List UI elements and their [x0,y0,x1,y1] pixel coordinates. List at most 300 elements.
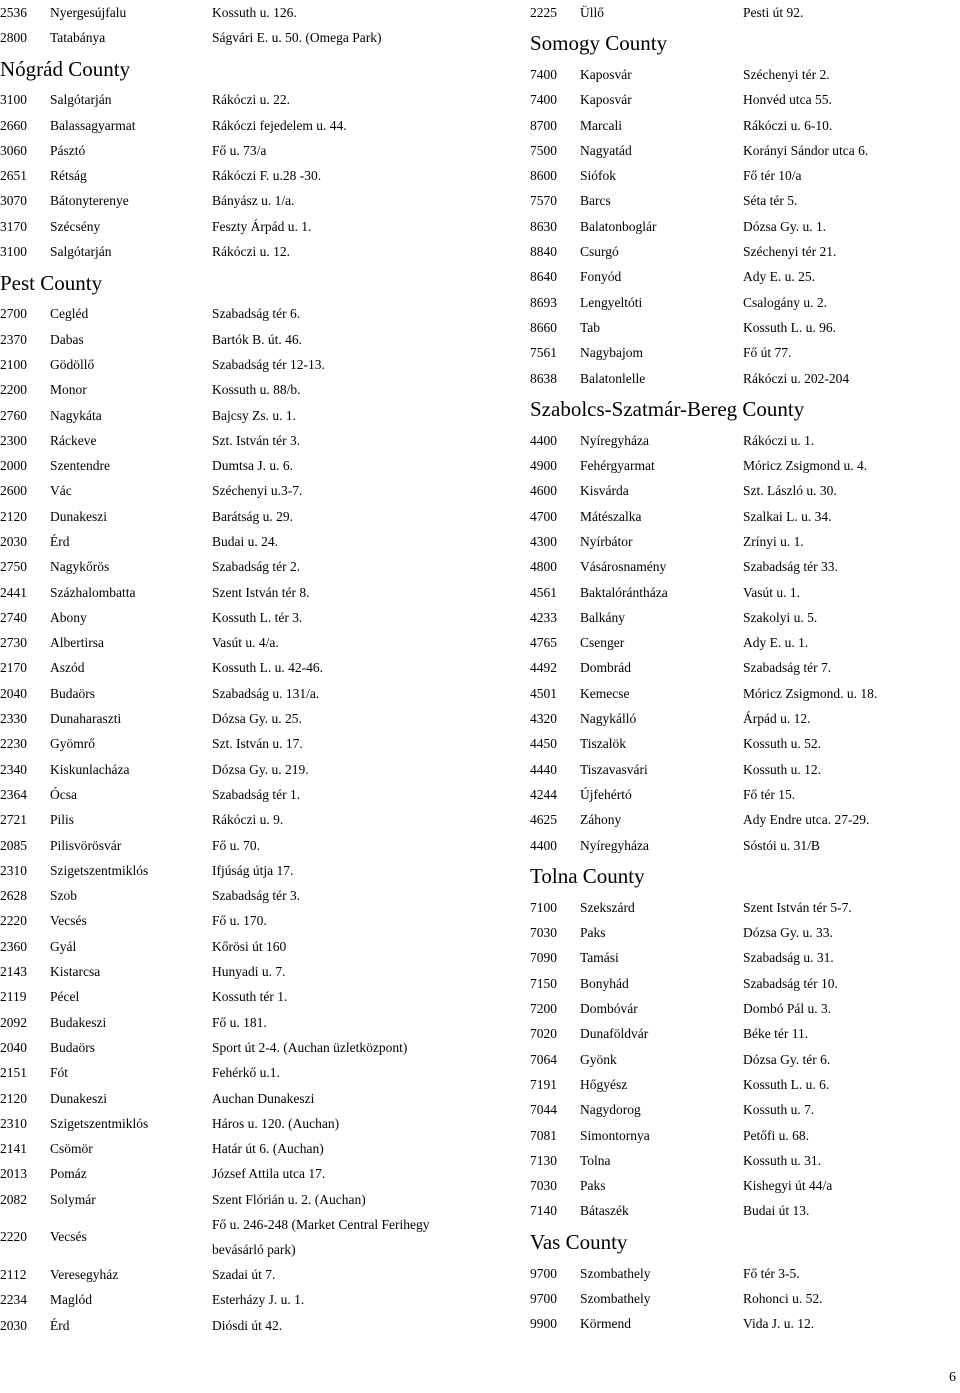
store-row [0,88,470,113]
postal-code: 7150 [530,975,557,991]
street-address: Szabadság tér 7. [743,660,832,676]
postal-code: 2234 [0,1292,27,1308]
postal-code: 4320 [530,711,557,727]
street-address: Szt. István u. 17. [212,736,303,752]
street-address: Kossuth L. tér 3. [212,609,303,625]
store-row [530,315,950,340]
city-name: Kaposvár [580,92,632,108]
street-address: Kőrösi út 160 [212,938,287,954]
city-name: Nagykáta [50,407,102,423]
store-row [530,833,950,858]
street-address: Árpád u. 12. [743,711,811,727]
postal-code: 9900 [530,1316,557,1332]
city-name: Szentendre [50,458,110,474]
street-address: Széchenyi u.3-7. [212,483,303,499]
postal-code: 2310 [0,1115,27,1131]
store-row [530,138,950,163]
street-address: Bajcsy Zs. u. 1. [212,407,296,423]
store-row [530,605,950,630]
postal-code: 2030 [0,1317,27,1333]
postal-code: 2360 [0,938,27,954]
city-name: Barcs [580,193,611,209]
city-name: Pécel [50,989,80,1005]
city-name: Dunaföldvár [580,1026,649,1042]
city-name: Csurgó [580,244,619,260]
postal-code: 2220 [0,1229,27,1245]
store-row [0,985,470,1010]
postal-code: 7030 [530,1178,557,1194]
postal-code: 2628 [0,888,27,904]
store-row [530,555,950,580]
county-heading: Somogy County [530,31,668,56]
city-name: Érd [50,1317,70,1333]
street-address: Fő u. 170. [212,913,267,929]
street-address: Szakolyi u. 5. [743,609,818,625]
store-row [530,479,950,504]
city-name: Tiszavasvári [580,761,648,777]
store-row [0,163,470,188]
store-row [530,1199,950,1224]
street-address: Határ út 6. (Auchan) [212,1141,324,1157]
city-name: Gödöllő [50,356,95,372]
store-row [0,656,470,681]
city-name: Gyömrő [50,736,95,752]
city-name: Gyönk [580,1051,617,1067]
store-row [0,378,470,403]
street-address: Ifjúság útja 17. [212,862,294,878]
postal-code: 4900 [530,458,557,474]
store-row [0,757,470,782]
city-name: Vác [50,483,72,499]
city-name: Újfehértó [580,786,632,802]
store-row [0,1010,470,1035]
street-address: Szent Flórián u. 2. (Auchan) [212,1191,366,1207]
street-address: Fő u. 181. [212,1014,267,1030]
store-row [530,189,950,214]
store-row [0,479,470,504]
city-name: Nyíregyháza [580,837,649,853]
store-row [0,909,470,934]
postal-code: 2040 [0,685,27,701]
store-row [530,1148,950,1173]
store-row [530,631,950,656]
city-name: Fonyód [580,269,622,285]
postal-code: 2085 [0,837,27,853]
street-address: Bartók B. út. 46. [212,331,302,347]
store-row [0,934,470,959]
city-name: Szécsény [50,218,101,234]
county-heading: Tolna County [530,864,645,889]
city-name: Cegléd [50,306,89,322]
city-name: Albertirsa [50,635,104,651]
store-row [0,858,470,883]
postal-code: 4440 [530,761,557,777]
city-name: Tab [580,319,601,335]
city-name: Kisvárda [580,483,629,499]
store-row [530,163,950,188]
store-row [0,504,470,529]
postal-code: 9700 [530,1265,557,1281]
postal-code: 2536 [0,4,27,20]
street-address: Fő tér 3-5. [743,1265,800,1281]
postal-code: 2651 [0,168,27,184]
city-name: Csenger [580,635,625,651]
postal-code: 4700 [530,508,557,524]
street-address: József Attila utca 17. [212,1166,326,1182]
street-address: Szabadság tér 10. [743,975,838,991]
postal-code: 7090 [530,950,557,966]
city-name: Ráckeve [50,432,97,448]
city-name: Bátaszék [580,1203,629,1219]
city-name: Solymár [50,1191,96,1207]
city-name: Marcali [580,117,622,133]
street-address: Rákóczi u. 202-204 [743,370,850,386]
street-address: Pesti út 92. [743,4,804,20]
street-address: Vida J. u. 12. [743,1316,815,1332]
street-address: Szabadság tér 33. [743,559,838,575]
store-row [0,1187,470,1212]
postal-code: 2119 [0,989,27,1005]
postal-code: 7400 [530,66,557,82]
city-name: Fót [50,1065,69,1081]
store-row [530,341,950,366]
store-row [530,782,950,807]
store-row [0,580,470,605]
street-address: Szabadság tér 1. [212,786,301,802]
street-address: Kossuth u. 126. [212,4,297,20]
postal-code: 4501 [530,685,557,701]
street-address: Széchenyi tér 2. [743,66,830,82]
city-name: Kemecse [580,685,630,701]
left-column [0,0,470,1338]
store-row [530,214,950,239]
store-row [0,0,470,25]
street-address: Petőfi u. 68. [743,1127,809,1143]
postal-code: 9700 [530,1291,557,1306]
postal-code: 4561 [530,584,557,600]
street-address: Rákóczi u. 9. [212,812,284,828]
postal-code: 2364 [0,786,27,802]
city-name: Simontornya [580,1127,650,1143]
store-row [0,302,470,327]
city-name: Monor [50,382,87,398]
postal-code: 2750 [0,559,27,575]
postal-code: 4600 [530,483,557,499]
store-row [530,1286,950,1311]
postal-code: 4400 [530,837,557,853]
postal-code: 2100 [0,356,27,372]
county-heading: Szabolcs-Szatmár-Bereg County [530,397,805,422]
postal-code: 4233 [530,609,557,625]
postal-code: 4450 [530,736,557,752]
postal-code: 8640 [530,269,557,285]
street-address: Sport út 2-4. (Auchan üzletközpont) [212,1039,408,1055]
postal-code: 2721 [0,812,27,828]
postal-code: 7020 [530,1026,557,1042]
store-row [0,428,470,453]
street-address: Fő tér 10/a [743,168,802,184]
county-heading: Pest County [0,270,103,295]
postal-code: 3070 [0,193,27,209]
postal-code: 2310 [0,862,27,878]
city-name: Nagybajom [580,345,643,361]
store-row [530,706,950,731]
store-row [530,757,950,782]
postal-code: 2300 [0,432,27,448]
city-name: Vecsés [50,1229,87,1245]
store-row [0,529,470,554]
store-row [0,1061,470,1086]
postal-code: 2370 [0,331,27,347]
street-address: Szt. István tér 3. [212,432,301,448]
city-name: Aszód [50,660,85,676]
street-address: Fehérkő u.1. [212,1065,280,1081]
postal-code: 2600 [0,483,27,499]
store-row [0,403,470,428]
postal-code: 7081 [530,1127,557,1143]
postal-code: 2800 [0,29,27,45]
postal-code: 2700 [0,306,27,322]
street-address: Dózsa Gy. u. 1. [743,218,827,234]
street-address: Rohonci u. 52. [743,1291,823,1306]
store-row [0,138,470,163]
postal-code: 2030 [0,533,27,549]
street-address: Honvéd utca 55. [743,92,832,108]
right-column [530,0,950,1337]
postal-code: 4625 [530,812,557,828]
city-name: Bátonyterenye [50,193,129,209]
store-row [530,1312,950,1337]
street-address: Auchan Dunakeszi [212,1090,315,1106]
store-row [0,631,470,656]
postal-code: 2141 [0,1141,27,1157]
city-name: Maglód [50,1292,92,1308]
store-row [0,706,470,731]
city-name: Pilis [50,812,75,828]
city-name: Százhalombatta [50,584,136,600]
street-address: Kossuth L. u. 42-46. [212,660,323,676]
city-name: Rétság [50,168,87,184]
store-row [530,529,950,554]
street-address: Vasút u. 4/a. [212,635,279,651]
city-name: Abony [50,609,87,625]
postal-code: 8840 [530,244,557,260]
postal-code: 2220 [0,913,27,929]
postal-code: 7140 [530,1203,557,1219]
city-name: Szombathely [580,1291,651,1306]
city-name: Vecsés [50,913,87,929]
street-address: Ságvári E. u. 50. (Omega Park) [212,29,382,45]
store-row [530,366,950,391]
city-name: Szigetszentmiklós [50,1115,149,1131]
street-address: Kossuth u. 88/b. [212,382,301,398]
street-address: Barátság u. 29. [212,508,293,524]
postal-code: 2760 [0,407,27,423]
store-row [0,1035,470,1060]
city-name: Szob [50,888,77,904]
city-name: Dunakeszi [50,508,107,524]
postal-code: 8693 [530,294,557,310]
store-row [0,1212,470,1262]
city-name: Pilisvörösvár [50,837,122,853]
store-row [530,921,950,946]
postal-code: 7044 [530,1102,557,1118]
store-row [0,214,470,239]
street-address: Sóstói u. 31/B [743,837,820,853]
store-row [530,239,950,264]
postal-code: 2013 [0,1166,27,1182]
city-name: Dombrád [580,660,631,676]
store-row [530,580,950,605]
postal-code: 7561 [530,345,557,361]
city-name: Baktalórántháza [580,584,668,600]
street-address: Ady Endre utca. 27-29. [743,812,870,828]
street-address: Fő út 77. [743,345,792,361]
street-address: Fő u. 246-248 (Market Central Ferihegy bevásárló park) [212,1217,430,1258]
street-address: Kishegyi út 44/a [743,1178,833,1194]
store-row [530,504,950,529]
street-address: Ady E. u. 25. [743,269,815,285]
city-name: Budaörs [50,685,95,701]
postal-code: 8638 [530,370,557,386]
postal-code: 7500 [530,142,557,158]
street-address: Szent István tér 8. [212,584,310,600]
postal-code: 7570 [530,193,557,209]
postal-code: 7030 [530,925,557,941]
city-name: Dabas [50,331,84,347]
store-row [0,605,470,630]
store-row [0,1111,470,1136]
city-name: Tamási [580,950,619,966]
store-row [530,946,950,971]
city-name: Balatonboglár [580,218,657,234]
street-address: Fő u. 70. [212,837,261,853]
street-address: Zrínyi u. 1. [743,533,804,549]
street-address: Kossuth tér 1. [212,989,288,1005]
store-row [530,656,950,681]
store-row [530,265,950,290]
street-address: Feszty Árpád u. 1. [212,218,312,234]
city-name: Lengyeltóti [580,294,643,310]
postal-code: 2120 [0,508,27,524]
store-row [0,884,470,909]
postal-code: 3060 [0,142,27,158]
street-address: Dumtsa J. u. 6. [212,458,293,474]
store-row [530,895,950,920]
postal-code: 8700 [530,117,557,133]
postal-code: 2120 [0,1090,27,1106]
postal-code: 2092 [0,1014,27,1030]
street-address: Dózsa Gy. tér 6. [743,1051,831,1067]
store-row [530,1072,950,1097]
street-address: Dózsa Gy. u. 25. [212,711,302,727]
store-row [530,1123,950,1148]
city-name: Dunakeszi [50,1090,107,1106]
city-name: Kistarcsa [50,964,101,980]
postal-code: 8660 [530,319,557,335]
street-address: Fő tér 15. [743,786,796,802]
store-row [530,1022,950,1047]
city-name: Hőgyész [580,1076,628,1092]
street-address: Diósdi út 42. [212,1317,283,1333]
store-row [530,1047,950,1072]
county-heading: Vas County [530,1230,628,1255]
postal-code: 8630 [530,218,557,234]
city-name: Balatonlelle [580,370,646,386]
street-address: Kossuth u. 31. [743,1152,822,1168]
street-address: Hunyadi u. 7. [212,964,286,980]
postal-code: 2730 [0,635,27,651]
store-row [0,808,470,833]
store-row [530,971,950,996]
store-row [0,352,470,377]
postal-code: 7200 [530,1001,557,1017]
city-name: Ócsa [50,786,77,802]
street-address: Móricz Zsigmond u. 4. [743,458,868,474]
store-row [530,88,950,113]
postal-code: 7064 [530,1051,557,1067]
store-row [530,453,950,478]
store-row [530,62,950,87]
postal-code: 2170 [0,660,27,676]
postal-code: 2340 [0,761,27,777]
store-row [0,25,470,50]
street-address: Csalogány u. 2. [743,294,827,310]
city-name: Üllő [580,4,605,20]
street-address: Szabadság tér 2. [212,559,301,575]
postal-code: 4492 [530,660,557,676]
city-name: Kaposvár [580,66,632,82]
street-address: Korányi Sándor utca 6. [743,142,869,158]
postal-code: 2660 [0,117,27,133]
postal-code: 2230 [0,736,27,752]
store-row [0,327,470,352]
postal-code: 3100 [0,244,27,260]
city-name: Záhony [580,812,622,828]
street-address: Kossuth L. u. 96. [743,319,837,335]
postal-code: 4244 [530,786,557,802]
street-address: Rákóczi u. 12. [212,244,290,260]
store-row [530,428,950,453]
postal-code: 3170 [0,218,27,234]
store-row [0,1162,470,1187]
street-address: Rákóczi u. 6-10. [743,117,833,133]
city-name: Bonyhád [580,975,629,991]
store-row [0,732,470,757]
street-address: Ady E. u. 1. [743,635,809,651]
street-address: Rákóczi fejedelem u. 44. [212,117,347,133]
city-name: Dombóvár [580,1001,638,1017]
store-row [530,681,950,706]
store-row [530,732,950,757]
postal-code: 4800 [530,559,557,575]
city-name: Salgótarján [50,92,112,108]
street-address: Szadai út 7. [212,1267,276,1282]
postal-code: 4400 [530,432,557,448]
street-address: Bányász u. 1/a. [212,193,295,209]
city-name: Paks [580,1178,606,1194]
postal-code: 2143 [0,964,27,980]
street-address: Dózsa Gy. u. 33. [743,925,833,941]
postal-code: 2040 [0,1039,27,1055]
street-address: Szalkai L. u. 34. [743,508,832,524]
street-address: Vasút u. 1. [743,584,800,600]
city-name: Nyírbátor [580,533,633,549]
city-name: Balkány [580,609,625,625]
street-address: Kossuth u. 7. [743,1102,815,1118]
street-address: Dózsa Gy. u. 219. [212,761,309,777]
store-row [0,113,470,138]
